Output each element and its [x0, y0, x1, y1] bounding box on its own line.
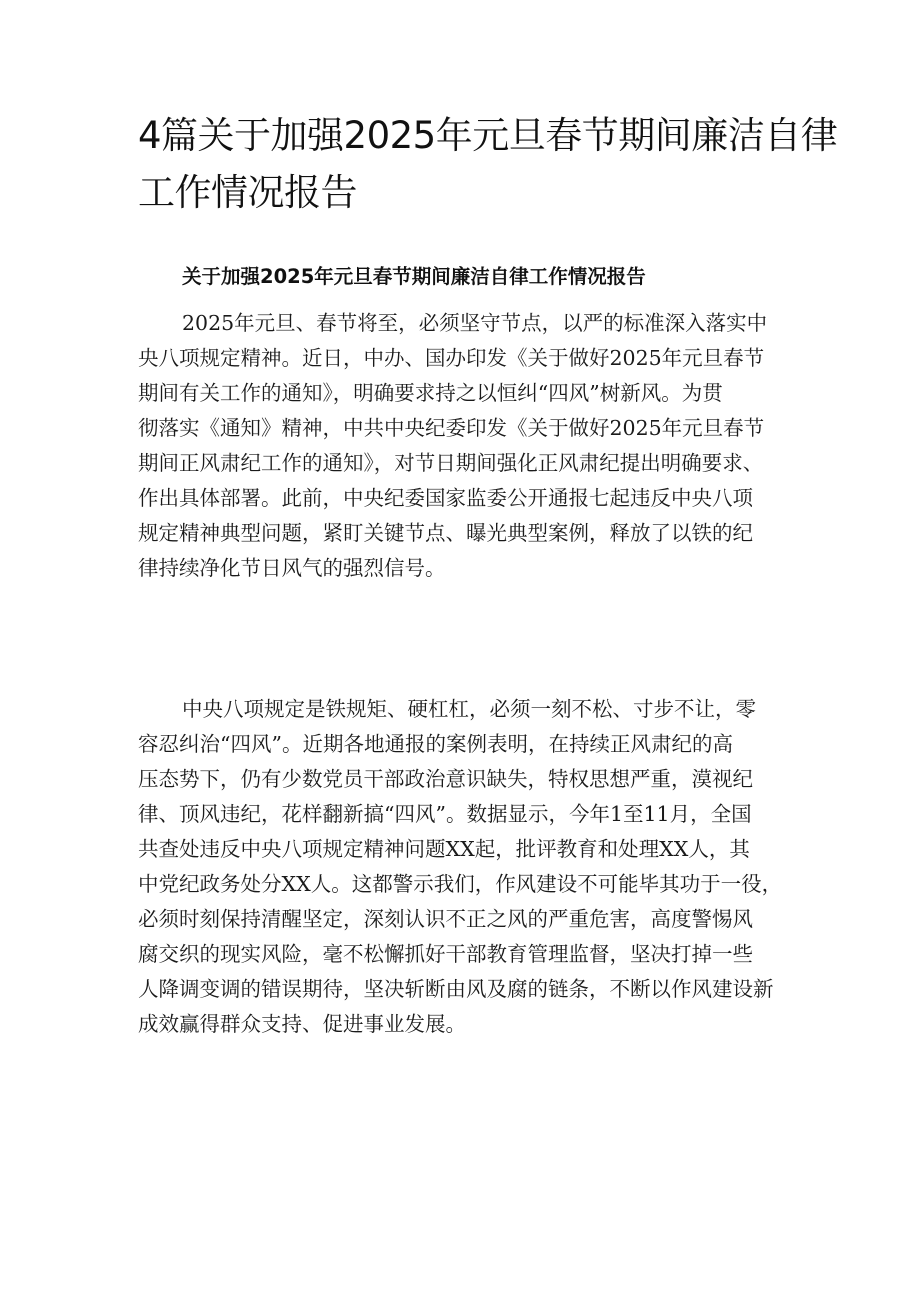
paragraph-line: 央八项规定精神。近日，中办、国办印发《关于做好2025年元旦春节	[138, 346, 765, 370]
paragraph-line: 律、顶风违纪，花样翻新搞“四风”。数据显示，今年1至11月，全国	[138, 802, 752, 826]
paragraph-line: 中党纪政务处分XX人。这都警示我们，作风建设不可能毕其功于一役，	[138, 872, 783, 896]
paragraph-line: 2025年元旦、春节将至，必须坚守节点，以严的标准深入落实中	[182, 311, 768, 335]
title-line-2: 工作情况报告	[138, 171, 357, 214]
paragraph-line: 中央八项规定是铁规矩、硬杠杠，必须一刻不松、寸步不让，零	[182, 697, 756, 721]
paragraph-line: 人降调变调的错误期待，坚决斩断由风及腐的链条，不断以作风建设新	[138, 977, 774, 1001]
paragraph-line: 期间正风肃纪工作的通知》，对节日期间强化正风肃纪提出明确要求、	[138, 451, 764, 475]
document-title	[138, 107, 838, 221]
paragraph-line: 成效赢得群众支持、促进事业发展。	[138, 1012, 466, 1036]
body-paragraph-2	[138, 692, 798, 1042]
body-paragraph-1	[138, 306, 798, 586]
paragraph-line: 规定精神典型问题，紧盯关键节点、曝光典型案例，释放了以铁的纪	[138, 521, 753, 545]
paragraph-line: 压态势下，仍有少数党员干部政治意识缺失，特权思想严重，漠视纪	[138, 767, 753, 791]
paragraph-line: 腐交织的现实风险，毫不松懈抓好干部教育管理监督，坚决打掉一些	[138, 942, 753, 966]
paragraph-line: 律持续净化节日风气的强烈信号。	[138, 556, 446, 580]
paragraph-line: 作出具体部署。此前，中央纪委国家监委公开通报七起违反中央八项	[138, 486, 753, 510]
paragraph-line: 彻落实《通知》精神，中共中央纪委印发《关于做好2025年元旦春节	[138, 416, 765, 440]
paragraph-line: 容忍纠治“四风”。近期各地通报的案例表明，在持续正风肃纪的高	[138, 732, 733, 756]
paragraph-line: 期间有关工作的通知》，明确要求持之以恒纠“四风”树新风。为贯	[138, 381, 723, 405]
paragraph-line: 必须时刻保持清醒坚定，深刻认识不正之风的严重危害，高度警惕风	[138, 907, 753, 931]
paragraph-line: 共查处违反中央八项规定精神问题XX起，批评教育和处理XX人，其	[138, 837, 750, 861]
title-line-1: 4篇关于加强2025年元旦春节期间廉洁自律	[138, 114, 838, 157]
section-heading: 关于加强2025年元旦春节期间廉洁自律工作情况报告	[182, 265, 646, 288]
